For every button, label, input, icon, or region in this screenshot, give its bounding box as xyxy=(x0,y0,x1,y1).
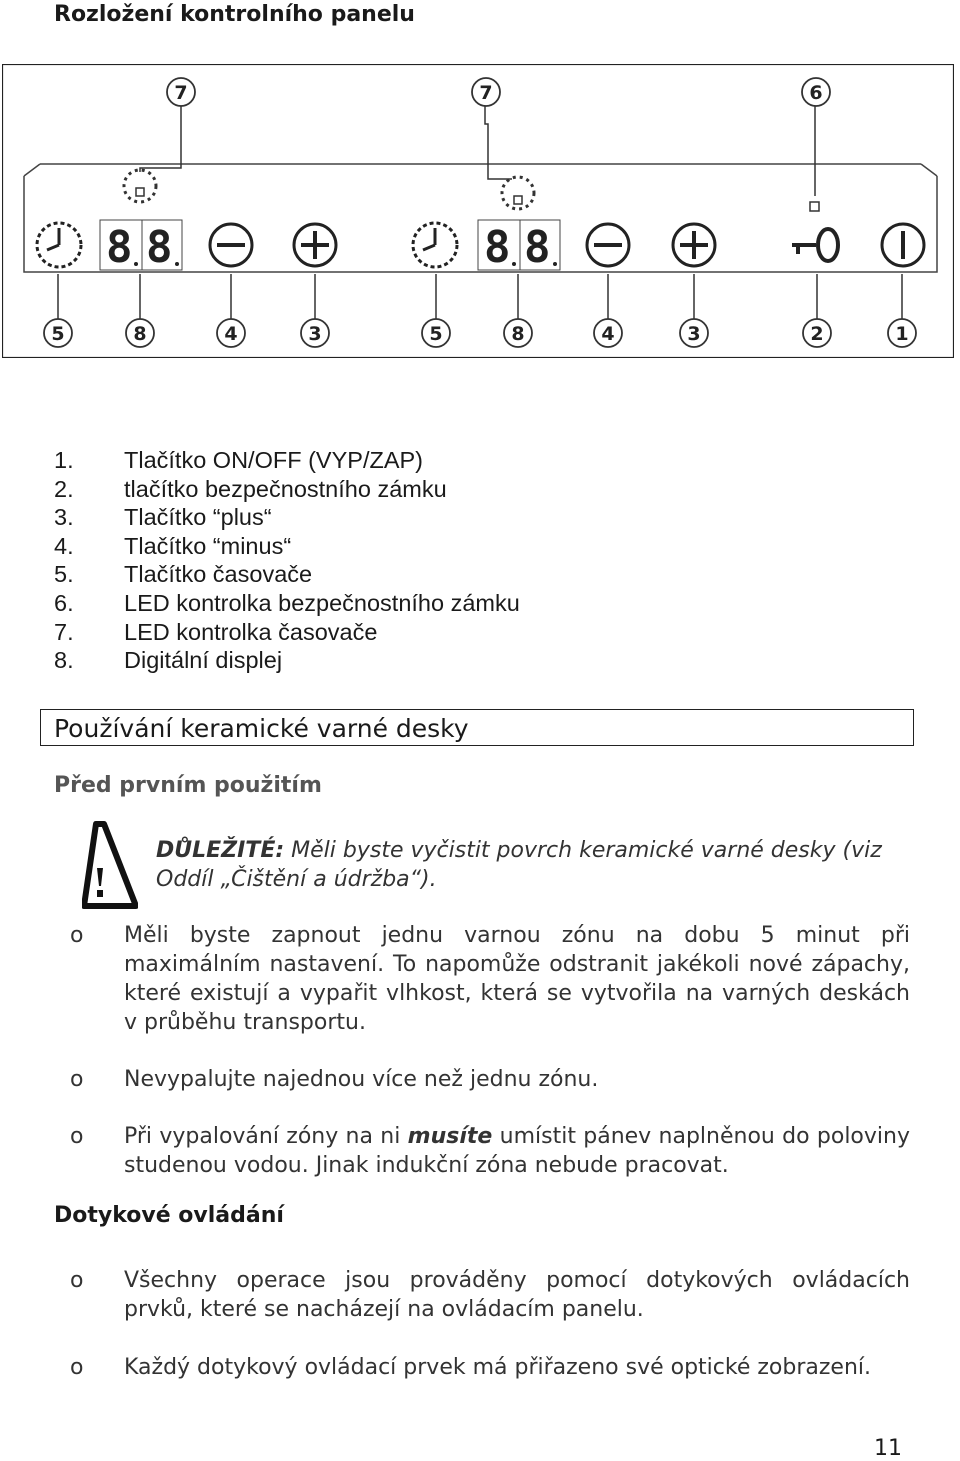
svg-text:8: 8 xyxy=(146,222,173,273)
legend-number: 2. xyxy=(54,475,74,502)
warning-icon xyxy=(82,820,138,912)
legend-label: LED kontrolka bezpečnostního zámku xyxy=(124,589,520,616)
control-panel-diagram xyxy=(2,64,954,358)
subheading-first-use: Před prvním použitím xyxy=(54,773,322,798)
bullet-text: Každý dotykový ovládací prvek má přiřazeno své optické zobrazení. xyxy=(124,1355,872,1380)
legend-item xyxy=(54,590,520,619)
callout-label: 1 xyxy=(895,323,909,345)
svg-text:8: 8 xyxy=(484,222,511,273)
warning-label: DŮLEŽITÉ: xyxy=(156,838,285,863)
bullet-mark: o xyxy=(70,1124,84,1149)
warning-text xyxy=(156,836,906,894)
callout-label: 4 xyxy=(224,323,238,345)
callout-label: 6 xyxy=(809,82,823,104)
bullet-mark: o xyxy=(70,923,84,948)
bullet-text-part: Při vypalování zóny na ni xyxy=(124,1124,408,1149)
legend-label: Digitální displej xyxy=(124,647,283,674)
callout-label: 5 xyxy=(429,323,443,345)
legend-list xyxy=(54,447,520,676)
subheading-touch: Dotykové ovládání xyxy=(54,1203,284,1228)
page-number: 11 xyxy=(874,1436,902,1461)
legend-label: Tlačítko “plus“ xyxy=(124,504,272,531)
legend-number: 4. xyxy=(54,532,74,559)
emphasis: musíte xyxy=(407,1124,493,1149)
legend-item xyxy=(54,533,520,562)
callout-label: 5 xyxy=(51,323,65,345)
warning-body: Měli byste vyčistit povrch keramické varné desky (viz Oddíl „Čištění a údržba“). xyxy=(156,838,882,892)
callout-label: 3 xyxy=(308,323,322,345)
bullet-text: Všechny operace jsou prováděny pomocí dotykových ovládacích prvků, které se nacházejí na ovládacím panelu. xyxy=(124,1268,910,1322)
bullet-mark: o xyxy=(70,1355,84,1380)
legend-number: 7. xyxy=(54,618,74,645)
callout-label: 7 xyxy=(479,82,493,104)
callout-label: 2 xyxy=(810,323,824,345)
legend-number: 6. xyxy=(54,589,74,616)
callout-label: 3 xyxy=(687,323,701,345)
callout-label: 4 xyxy=(601,323,615,345)
legend-label: Tlačítko ON/OFF (VYP/ZAP) xyxy=(124,447,424,473)
list-item xyxy=(70,1266,910,1324)
legend-item xyxy=(54,476,520,505)
callout-label: 8 xyxy=(511,323,525,345)
svg-text:8: 8 xyxy=(106,222,133,273)
list-item xyxy=(70,921,910,1037)
callout-label: 7 xyxy=(174,82,188,104)
list-item xyxy=(70,1065,910,1094)
bullet-text: Nevypalujte najednou více než jednu zónu. xyxy=(124,1067,599,1092)
svg-text:8: 8 xyxy=(524,222,551,273)
legend-number: 3. xyxy=(54,504,74,531)
bullet-text-part: umístit pánev naplněnou do poloviny studenou vodou. Jinak indukční zóna nebude pracovat. xyxy=(124,1124,910,1178)
legend-number: 1. xyxy=(54,447,74,473)
list-item xyxy=(70,1122,910,1180)
legend-item xyxy=(54,447,520,476)
callout-label: 8 xyxy=(133,323,147,345)
legend-number: 8. xyxy=(54,647,74,674)
section-heading: Používání keramické varné desky xyxy=(40,709,914,746)
legend-label: Tlačítko časovače xyxy=(124,561,313,588)
legend-item xyxy=(54,561,520,590)
legend-number: 5. xyxy=(54,561,74,588)
legend-item xyxy=(54,619,520,648)
bullet-mark: o xyxy=(70,1067,84,1092)
page-title: Rozložení kontrolního panelu xyxy=(54,2,415,27)
legend-item xyxy=(54,647,520,676)
legend-label: LED kontrolka časovače xyxy=(124,618,378,645)
legend-label: tlačítko bezpečnostního zámku xyxy=(124,475,447,502)
bullet-text: Měli byste zapnout jednu varnou zónu na dobu 5 minut při maximálním nastavení. To napomůže odstranit jakékoli nové zápachy, které existují a vypařit vlhkost, která se vytvořila na varných deskách v průběhu transportu. xyxy=(124,923,910,1035)
list-item xyxy=(70,1353,910,1382)
bullet-mark: o xyxy=(70,1268,84,1293)
legend-item xyxy=(54,504,520,533)
bullet-text xyxy=(124,1122,910,1180)
legend-label: Tlačítko “minus“ xyxy=(124,532,292,559)
